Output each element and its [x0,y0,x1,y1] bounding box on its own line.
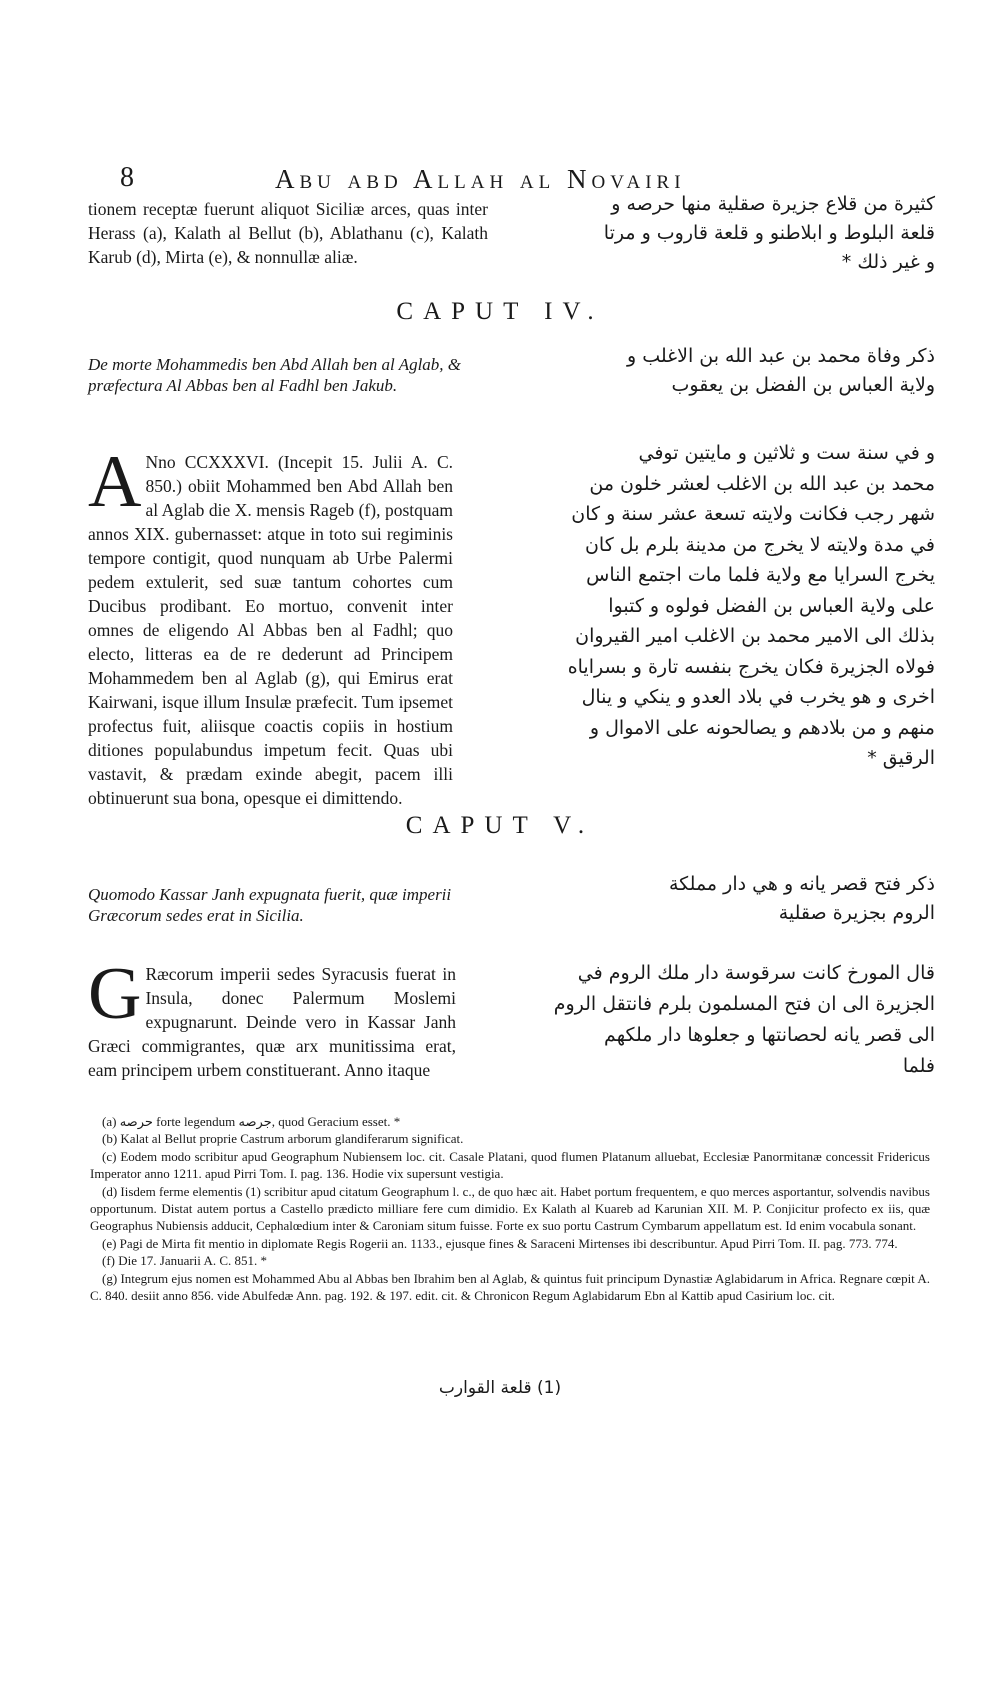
arabic-line: شهر رجب فكانت ولايته تسعة عشر سنة و كان [571,503,935,525]
chapter-v-latin-body [88,953,456,1082]
footnotes [90,1113,930,1304]
arabic-line: ذكر وفاة محمد بن عبد الله بن الاغلب و [627,345,935,367]
chapter-iv-latin-body [88,441,453,810]
chapter-iv-latin-title: De morte Mohammedis ben Abd Allah ben al Aglab, & præfectura Al Abbas ben al Fadhl ben Jakub. [88,355,462,395]
intro-arabic [510,190,935,277]
arabic-line: فلما [902,1055,935,1077]
arabic-line: و غير ذلك * [841,251,935,273]
arabic-line: الرقيق * [867,747,935,769]
arabic-line: في مدة ولايته لا يخرج من مدينة بلرم بل كان [584,533,935,556]
footnote: (f) Die 17. Januarii A. C. 851. * [102,1253,268,1269]
arabic-line: منهم و من بلادهم و يصالحونه على الاموال و [589,716,935,739]
footnote: (e) Pagi de Mirta fit mentio in diplomate Regis Rogerii an. 1133., ejusque fines & Saraceni Mirtenses ibi describuntur. Apud Pirri Tom. II. pag. 773. 774. [102,1235,898,1251]
arabic-line: ذكر فتح قصر يانه و هي دار مملكة [668,873,935,895]
page-number: 8 [120,162,134,193]
arabic-line: قلعة البلوط و ابلاطنو و قلعة قاروب و مرتا [603,222,935,244]
footnote: (c) Eodem modo scribitur apud Geographum Nubiensem loc. cit. Casale Platani, quod flumen Platanum alluebat, Ecclesiæ Panormitanæ concessit Fridericus Imperator anno 1211. apud Pirri Tom. I. pag. 136. Hodie vix supersunt vestigia. [90,1148,930,1182]
arabic-line: على ولاية العباس بن الفضل فولوه و كتبوا [608,594,935,617]
chapter-v-arabic-title [510,870,935,928]
footnote: (b) Kalat al Bellut proprie Castrum arborum glandiferarum significat. [102,1131,464,1147]
chapter-v-arabic-body [510,958,935,1082]
footnote: (g) Integrum ejus nomen est Mohammed Abu al Abbas ben Ibrahim ben al Aglab, & quintus fuit principum Dynastiæ Aglabidarum in Africa. Regnare cœpit A. C. 840. desiit anno 856. vide Abulfedæ Ann. pag. 192. & 197. edit. cit. & Chronicon Regum Aglabidarum Ebn al Kattib apud Casirium loc. cit. [90,1270,930,1304]
latin-paragraph: Ræcorum imperii sedes Syracusis fuerat in Insula, donec Palermum Moslemi expugnarunt. Deinde vero in Kassar Janh Græci commigrantes, quæ arx munitissima erat, eam principem urbem constituerant. Anno itaque [88,964,456,1080]
arabic-line: فولاه الجزيرة فكان يخرج بنفسه تارة و بسراياه [567,655,935,678]
drop-cap: G [88,953,142,1035]
arabic-line: الروم بجزيرة صقلية [778,902,935,924]
drop-cap: A [88,441,142,523]
arabic-line: بذلك الى الامير محمد بن الاغلب امير القيروان [575,625,935,647]
arabic-line: الى قصر يانه لحصانتها و جعلوها دار ملكهم [604,1024,935,1046]
chapter-v-latin-title: Quomodo Kassar Janh expugnata fuerit, quæ imperii Græcorum sedes erat in Sicilia. [88,885,452,925]
arabic-line: كثيرة من قلاع جزيرة صقلية منها حرصه و [611,193,935,215]
chapter-heading-iv: CAPUT IV. [396,298,604,325]
arabic-line: ولاية العباس بن الفضل بن يعقوب [671,374,935,396]
intro-latin: tionem receptæ fuerunt aliquot Siciliæ arces, quas inter Herass (a), Kalath al Bellut (b), Ablathanu (c), Kalath Karub (d), Mirta (e), & nonnullæ aliæ. [88,199,488,267]
footnote: (d) Iisdem ferme elementis (1) scribitur apud citatum Geographum l. c., de quo hæc ait. Habet portum frequentem, e quo merces asportantur, solvendis navibus opportunum. Distat autem portus a Castello prædicto milliare fere cum dimidio. Ex Kalath al Kuareb ad Karunian XII. M. P. Conjicitur profecto ex iis, quæ Geographus Nubiensis adducit, Cephalœdium inter & Caroniam situm fuisse. Forte ex suo portu Castrum Cymbarum appellatum est. Id enim vocabula sonant. [90,1183,930,1234]
arabic-line: يخرج السرايا مع ولاية فلما مات اجتمع الناس [586,564,935,586]
chapter-iv-arabic-body [510,438,935,774]
arabic-line: محمد بن عبد الله بن الاغلب لعشر خلون من [589,472,935,495]
arabic-line: قال المورخ كانت سرقوسة دار ملك الروم في [577,962,935,984]
chapter-iv-arabic-title [510,342,935,400]
arabic-line: اخرى و هو يخرب في بلاد العدو و ينكي و ينال [581,686,935,708]
running-title: Abu abd Allah al Novairi [275,164,686,194]
arabic-line: و في سنة ست و ثلاثين و مايتين توفي [638,442,935,464]
bottom-arabic-note: (1) قلعة القوارب [438,1378,562,1398]
arabic-line: الجزيرة الى ان فتح المسلمون بلرم فانتقل الروم [553,993,935,1015]
footnote: (a) حرصه forte legendum جرصه, quod Geracium esset. * [102,1114,401,1129]
chapter-heading-v: CAPUT V. [405,812,595,839]
latin-paragraph: Nno CCXXXVI. (Incepit 15. Julii A. C. 850.) obiit Mohammed ben Abd Allah ben al Aglab die X. mensis Rageb (f), postquam annos XIX. gubernasset: atque in toto sui regiminis tempore contigit, quod nunquam ab Urbe Palermi pedem extulerit, sed suæ tantum cohortes cum Ducibus prodibant. Eo mortuo, convenit inter omnes de eligendo Al Abbas ben al Fadhl; quo electo, litteras ea de re dederunt ad Principem Mohammedem ben al Aglab (g), qui Emirus erat Kairwani, isque illum Insulæ præfecit. Tum ipsemet profectus fuit, aliisque coactis copiis in hostium ditiones populabundus impetum fecit. Quas ubi vastavit, & prædam exinde abegit, pacem illi obtinuerunt sua bona, opesque ei dimittendo. [88,452,453,808]
